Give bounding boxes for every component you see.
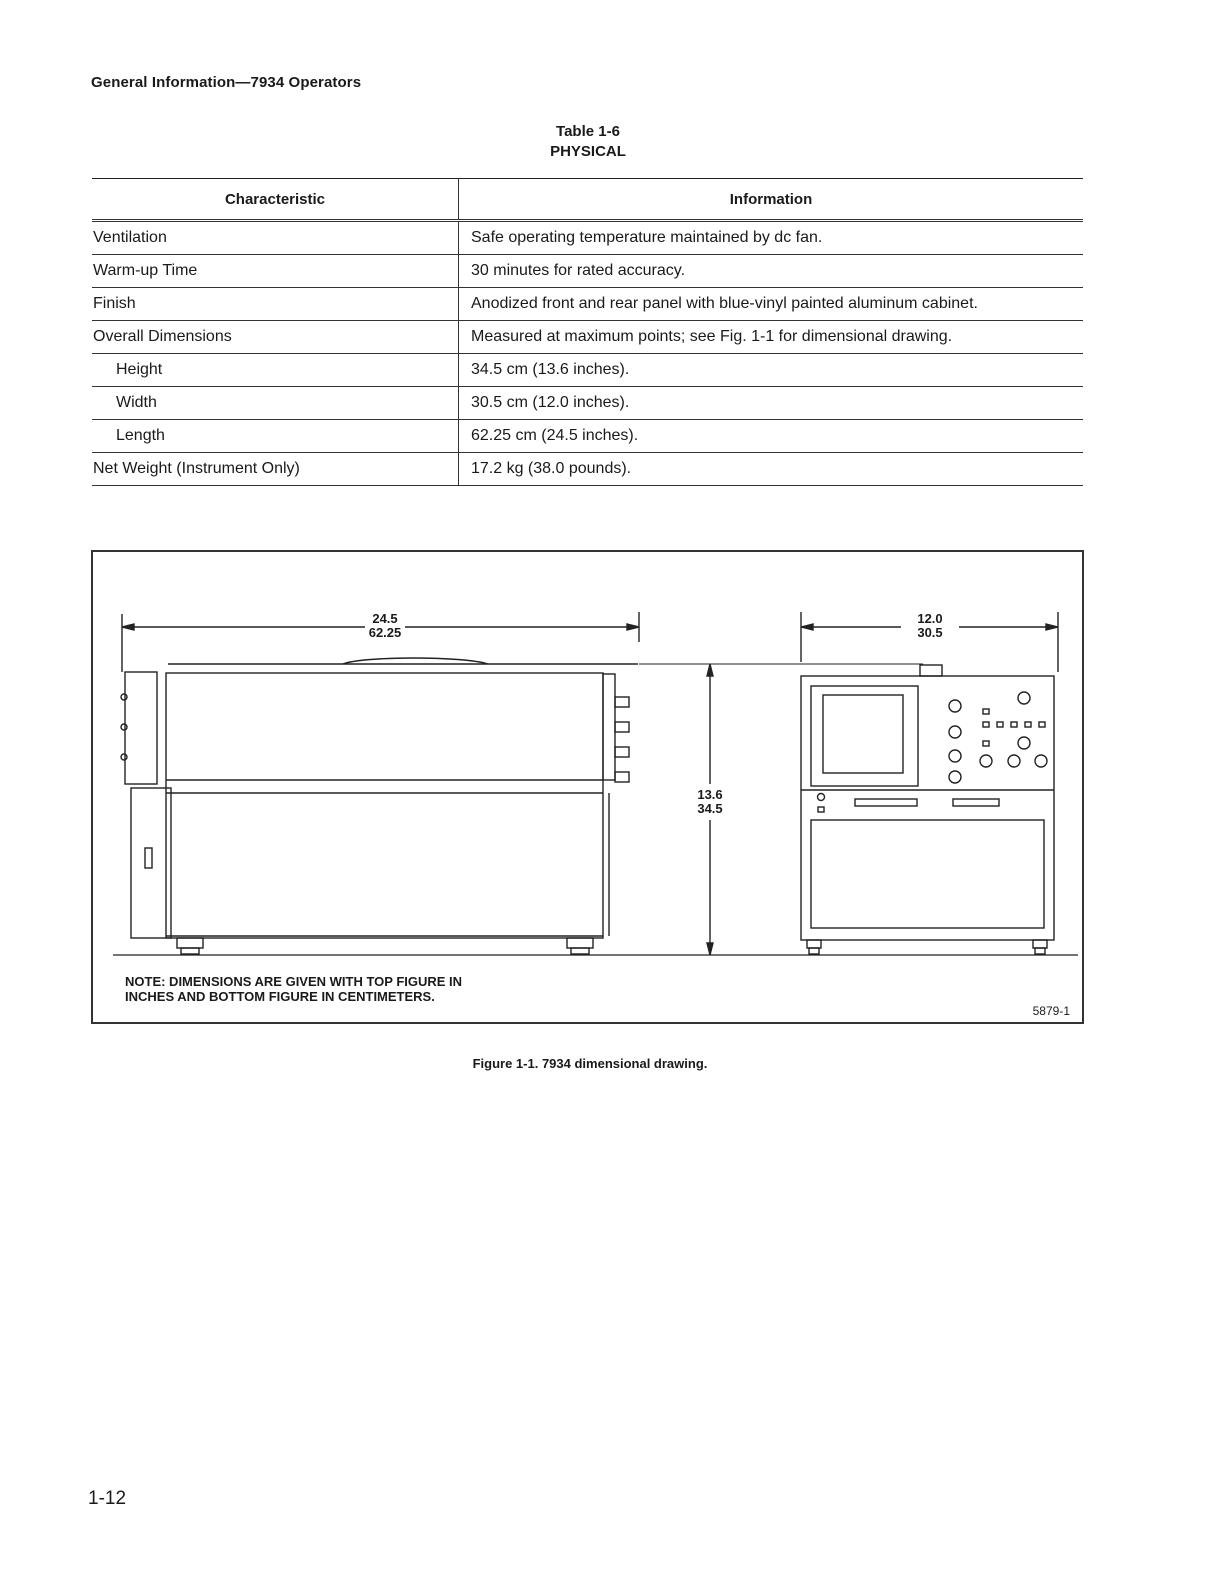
- row-characteristic: Ventilation: [92, 221, 459, 255]
- row-characteristic: Width: [92, 387, 459, 420]
- figure-caption: Figure 1-1. 7934 dimensional drawing.: [472, 1056, 708, 1071]
- row-information: 34.5 cm (13.6 inches).: [459, 354, 1084, 387]
- width-centimeters: 30.5: [917, 625, 943, 640]
- table-row: [92, 453, 1083, 486]
- table-caption: [480, 122, 696, 162]
- table-row: [92, 321, 1083, 354]
- physical-spec-table: [92, 178, 1083, 486]
- table-row: [92, 387, 1083, 420]
- table-row: [92, 420, 1083, 453]
- row-information: 30 minutes for rated accuracy.: [459, 255, 1084, 288]
- row-characteristic: Net Weight (Instrument Only): [92, 453, 459, 486]
- row-characteristic: Warm-up Time: [92, 255, 459, 288]
- table-row: [92, 255, 1083, 288]
- row-information: 17.2 kg (38.0 pounds).: [459, 453, 1084, 486]
- dimensional-drawing-figure: [91, 550, 1084, 1024]
- row-information: Measured at maximum points; see Fig. 1-1 for dimensional drawing.: [459, 321, 1084, 354]
- height-dimension-label: [685, 788, 735, 816]
- height-inches: 13.6: [697, 787, 723, 802]
- column-header-information: Information: [459, 179, 1084, 221]
- height-centimeters: 34.5: [697, 801, 723, 816]
- row-characteristic: Height: [92, 354, 459, 387]
- row-characteristic: Overall Dimensions: [92, 321, 459, 354]
- table-row: [92, 354, 1083, 387]
- running-head: General Information—7934 Operators: [91, 74, 362, 91]
- table-row: [92, 288, 1083, 321]
- row-characteristic: Length: [92, 420, 459, 453]
- table-row: [92, 221, 1083, 255]
- figure-id: 5879-1: [1032, 1004, 1070, 1018]
- row-information: Safe operating temperature maintained by dc fan.: [459, 221, 1084, 255]
- column-header-characteristic: Characteristic: [92, 179, 459, 221]
- row-information: 62.25 cm (24.5 inches).: [459, 420, 1084, 453]
- row-characteristic: Finish: [92, 288, 459, 321]
- length-inches: 24.5: [372, 611, 398, 626]
- width-inches: 12.0: [917, 611, 943, 626]
- length-dimension-label: [355, 612, 415, 640]
- page-number: 1-12: [88, 1488, 127, 1509]
- figure-note: NOTE: DIMENSIONS ARE GIVEN WITH TOP FIGURE IN INCHES AND BOTTOM FIGURE IN CENTIMETERS.: [125, 974, 463, 1004]
- table-title: PHYSICAL: [550, 143, 626, 160]
- table-number: Table 1-6: [556, 123, 620, 140]
- length-centimeters: 62.25: [368, 625, 402, 640]
- width-dimension-label: [901, 612, 959, 640]
- row-information: Anodized front and rear panel with blue-vinyl painted aluminum cabinet.: [459, 288, 1084, 321]
- row-information: 30.5 cm (12.0 inches).: [459, 387, 1084, 420]
